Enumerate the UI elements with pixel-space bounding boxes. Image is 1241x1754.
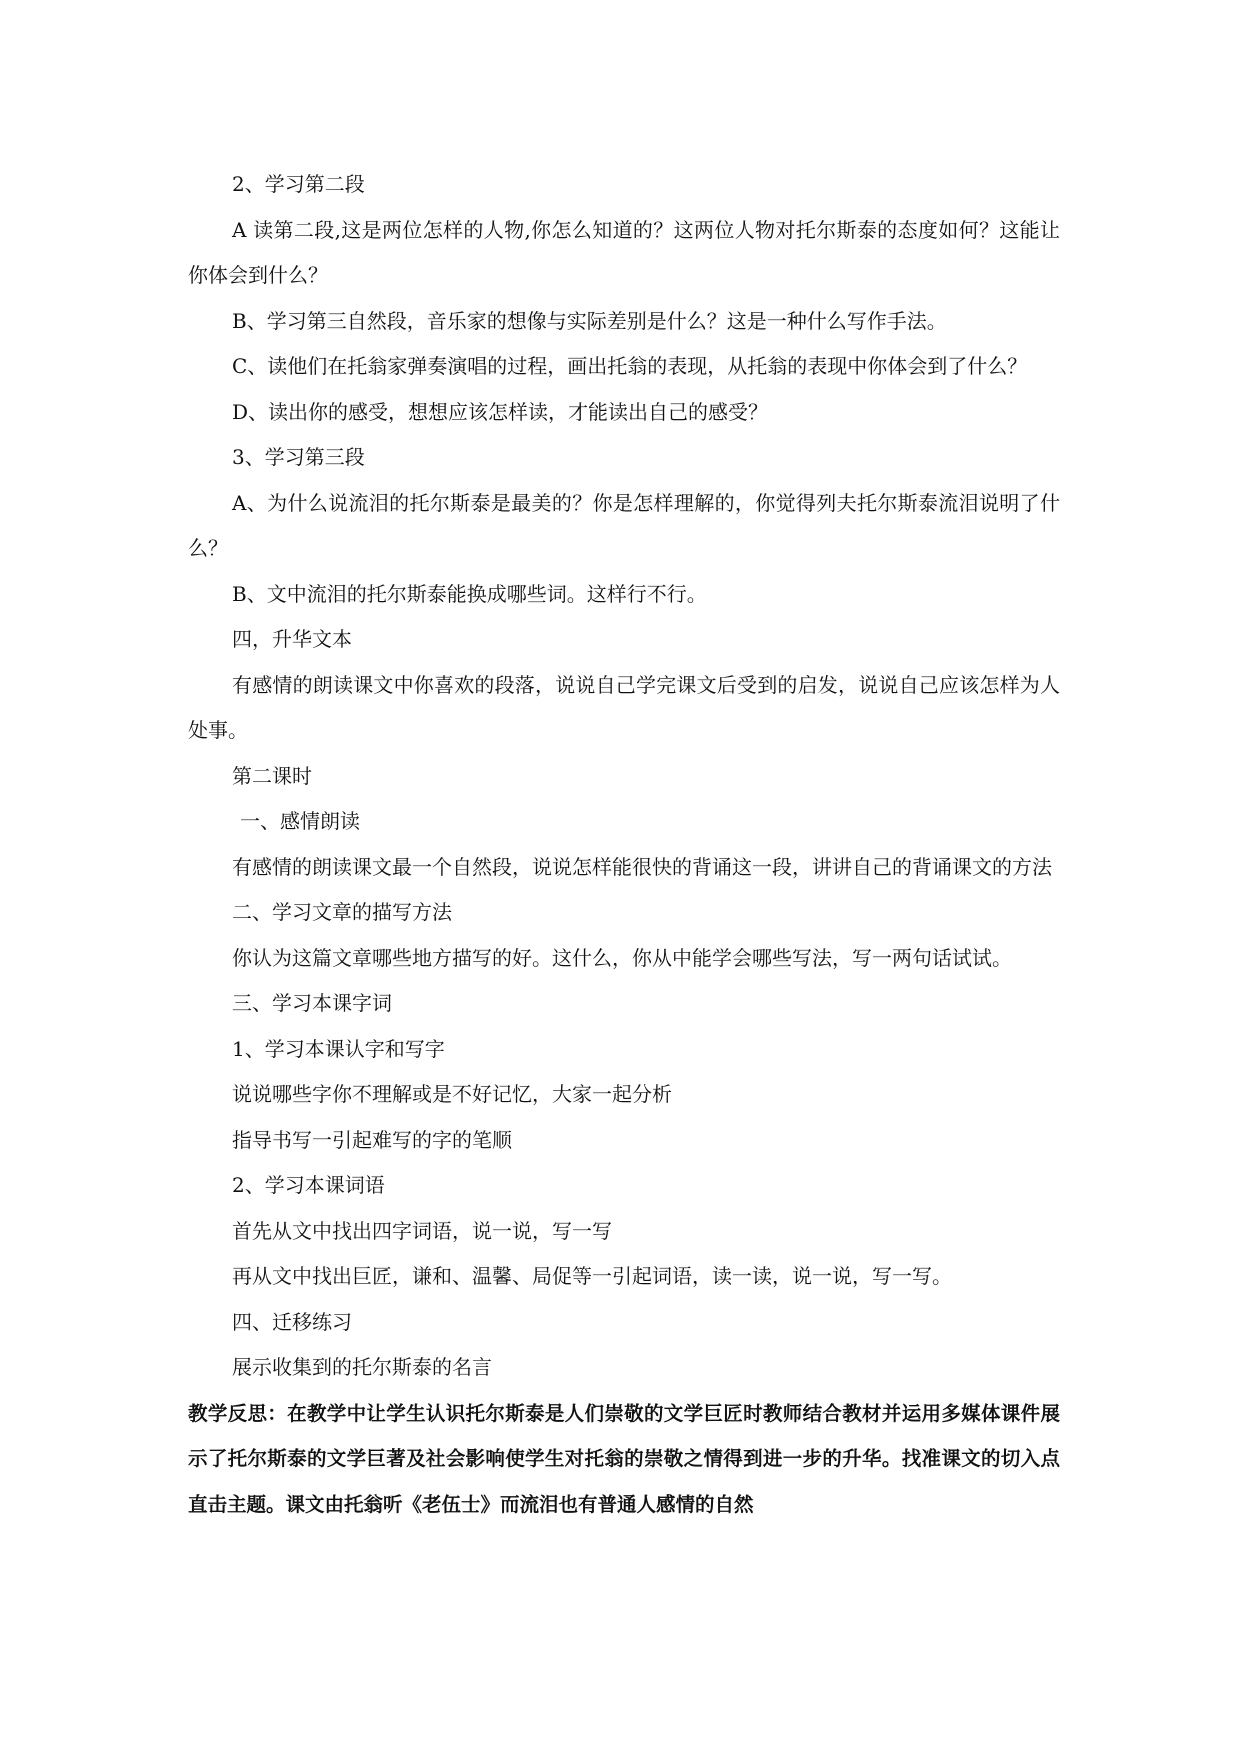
paragraph-transfer-practice-body: 展示收集到的托尔斯泰的名言 <box>232 1355 492 1379</box>
paragraph-vocabulary-heading: 三、学习本课字词 <box>232 991 392 1015</box>
paragraph-part-4-heading: 四，升华文本 <box>232 627 352 651</box>
paragraph-words-body-1: 首先从文中找出四字词语，说一说，写一写 <box>232 1218 612 1243</box>
paragraph-section-3-heading: 3、学习第三段 <box>232 445 365 469</box>
paragraph-words-body-2: 再从文中找出巨匠，谦和、温馨、局促等一引起词语，读一读，说一说，写一写。 <box>232 1264 952 1288</box>
paragraph-section-3-question-a: A、为什么说流泪的托尔斯泰是最美的？你是怎样理解的，你觉得列夫托尔斯泰流泪说明了什么？ <box>188 490 1060 560</box>
paragraph-characters-heading: 1、学习本课认字和写字 <box>232 1036 445 1061</box>
paragraph-transfer-practice-heading: 四、迁移练习 <box>232 1309 352 1334</box>
paragraph-question-a: A 读第二段,这是两位怎样的人物,你怎么知道的？这两位人物对托尔斯泰的态度如何？这能让你体会到什么？ <box>188 217 1060 287</box>
paragraph-section-3-question-b: B、文中流泪的托尔斯泰能换成哪些词。这样行不行。 <box>232 581 707 606</box>
paragraph-second-lesson-heading: 第二课时 <box>232 763 312 788</box>
paragraph-question-b: B、学习第三自然段，音乐家的想像与实际差别是什么？这是一种什么写作手法。 <box>232 308 947 333</box>
paragraph-characters-body-1: 说说哪些字你不理解或是不好记忆，大家一起分析 <box>232 1082 672 1106</box>
paragraph-description-method-body: 你认为这篇文章哪些地方描写的好。这什么，你从中能学会哪些写法，写一两句话试试。 <box>232 945 1012 970</box>
paragraph-characters-body-2: 指导书写一引起难写的字的笔顺 <box>232 1127 512 1152</box>
paragraph-emotional-reading-heading: 一、感情朗读 <box>240 809 360 833</box>
document-body <box>188 162 1060 1527</box>
paragraph-question-c: C、读他们在托翁家弹奏演唱的过程，画出托翁的表现，从托翁的表现中你体会到了什么？ <box>232 354 1028 378</box>
paragraph-part-4-body: 有感情的朗读课文中你喜欢的段落，说说自己学完课文后受到的启发，说说自己应该怎样为人处事。 <box>188 672 1060 742</box>
paragraph-description-method-heading: 二、学习文章的描写方法 <box>232 900 452 924</box>
paragraph-teaching-reflection: 教学反思：在教学中让学生认识托尔斯泰是人们崇敬的文学巨匠时教师结合教材并运用多媒体课件展示了托尔斯泰的文学巨著及社会影响使学生对托翁的崇敬之情得到进一步的升华。找准课文的切入点直击主题。课文由托翁听《老伍士》而流泪也有普通人感情的自然 <box>188 1401 1060 1516</box>
paragraph-emotional-reading-body: 有感情的朗读课文最一个自然段，说说怎样能很快的背诵这一段，讲讲自己的背诵课文的方法 <box>232 854 1052 879</box>
paragraph-section-2-heading: 2、学习第二段 <box>232 172 365 196</box>
paragraph-words-heading: 2、学习本课词语 <box>232 1173 385 1197</box>
paragraph-question-d: D、读出你的感受，想想应该怎样读，才能读出自己的感受？ <box>232 399 769 424</box>
